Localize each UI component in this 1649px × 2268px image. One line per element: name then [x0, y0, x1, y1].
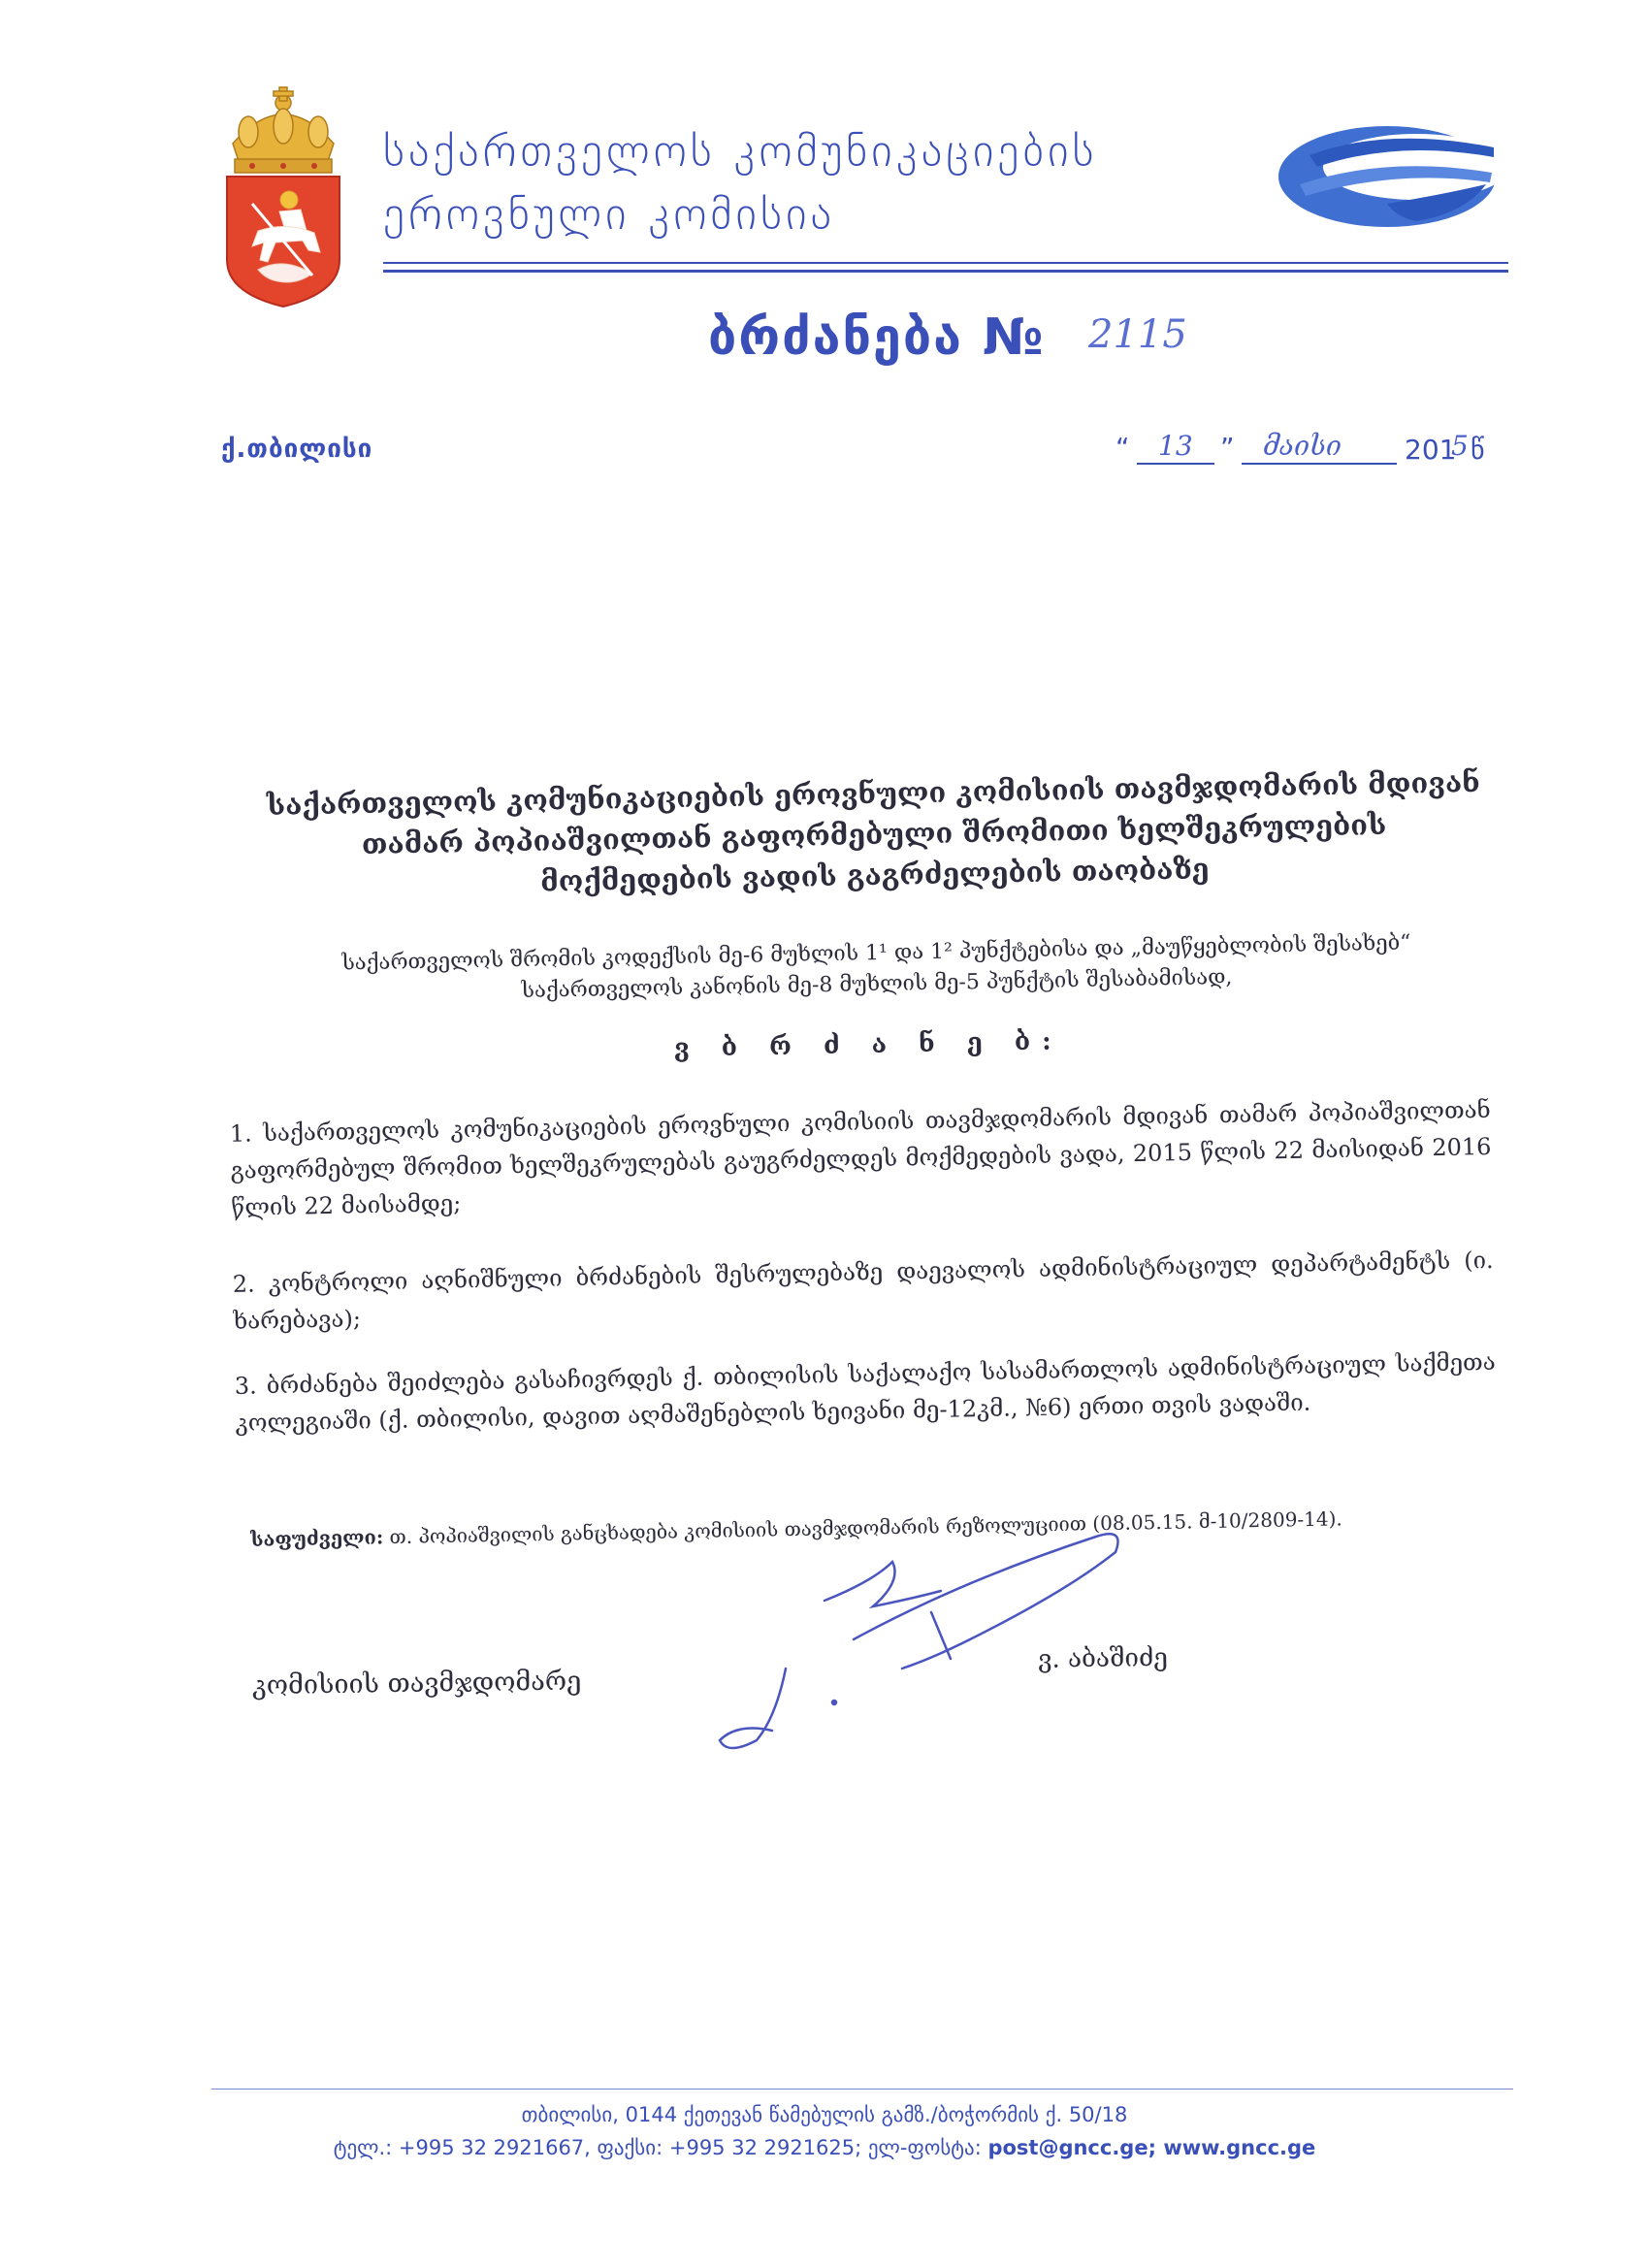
signatory-name: ვ. აბაშიძე	[1037, 1643, 1169, 1674]
date-year-suffix: წ	[1471, 434, 1485, 466]
coat-of-arms-icon	[219, 85, 347, 308]
signatory-title: კომისიის თავმჯდომარე	[251, 1666, 582, 1701]
document-body	[223, 761, 1518, 1581]
basis-text: თ. პოპიაშვილის განცხადება კომისიის თავმჯდომარის რეზოლუციით (08.05.15. მ-10/2809-14).	[389, 1507, 1343, 1549]
footer-website-link[interactable]: www.gncc.ge	[1163, 2136, 1316, 2159]
footer-email-link[interactable]: post@gncc.ge	[987, 2136, 1148, 2159]
organization-name-line2: ეროვნული კომისია	[383, 187, 836, 240]
date-day: 13	[1158, 430, 1193, 462]
order-date	[1116, 432, 1523, 474]
footer-contacts	[0, 2136, 1649, 2159]
footer-phone-fax: ტელ.: +995 32 2921667, ფაქსი: +995 32 2921625; ელ-ფოსტა:	[333, 2136, 988, 2159]
decree-item-2: 2. კონტროლი აღნიშნული ბრძანების შესრულებაზე დაევალოს ადმინისტრაციულ დეპარტამენტს (ი. ხარებავა);	[232, 1246, 1494, 1335]
gncc-logo-icon	[1271, 116, 1504, 233]
footer-divider	[211, 2089, 1513, 2090]
date-year-prefix: 201	[1405, 434, 1457, 466]
date-year-digit: 5	[1451, 430, 1469, 462]
order-title: ბრძანება №	[708, 308, 1046, 367]
date-open-quote: “	[1116, 432, 1130, 464]
date-month: მაისი	[1263, 430, 1342, 462]
header-divider	[383, 262, 1508, 274]
footer-separator: ;	[1148, 2136, 1164, 2159]
footer-address: თბილისი, 0144 ქეთევან წამებულის გამზ./ბოჭორმის ქ. 50/18	[521, 2103, 1128, 2126]
organization-name-line1: საქართველოს კომუნიკაციების	[383, 124, 1098, 177]
basis-label: საფუძველი:	[250, 1525, 384, 1551]
city-label: ქ.თბილისი	[221, 435, 373, 464]
decree-word: ვ ბ რ ძ ა ნ ე ბ:	[673, 1026, 1063, 1064]
date-close-quote: ”	[1220, 432, 1235, 464]
document-heading: საქართველოს კომუნიკაციების ეროვნული კომისიის თავმჯდომარის მდივან თამარ პოპიაშვილთან გაფორმებული შრომითი ხელშეკრულების მოქმედების ვადის გაგრძელების თაობაზე	[266, 765, 1481, 898]
decree-item-1: 1. საქართველოს კომუნიკაციების ეროვნული კომისიის თავმჯდომარის მდივან თამარ პოპიაშვილთან გაფორმებულ შრომით ხელშეკრულებას გაუგრძელდეს მოქმედების ვადა, 2015 წლის 22 მაისიდან 2016 წლის 22 მაისამდე;	[229, 1095, 1492, 1221]
decree-item-3: 3. ბრძანება შეიძლება გასაჩივრდეს ქ. თბილისის საქალაქო სასამართლოს ადმინისტრაციულ საქმეთა კოლეგიაში (ქ. თბილისი, დავით აღმაშენებლის ხეივანი მე-12კმ., №6) ერთი თვის ვადაში.	[234, 1347, 1496, 1437]
order-number: 2115	[1088, 312, 1187, 357]
preamble: საქართველოს შრომის კოდექსის მე-6 მუხლის 1¹ და 1² პუნქტებისა და „მაუწყებლობის შესახებ“ საქართველოს კანონის მე-8 მუხლის მე-5 პუნქტის შესაბამისად,	[341, 930, 1411, 1004]
